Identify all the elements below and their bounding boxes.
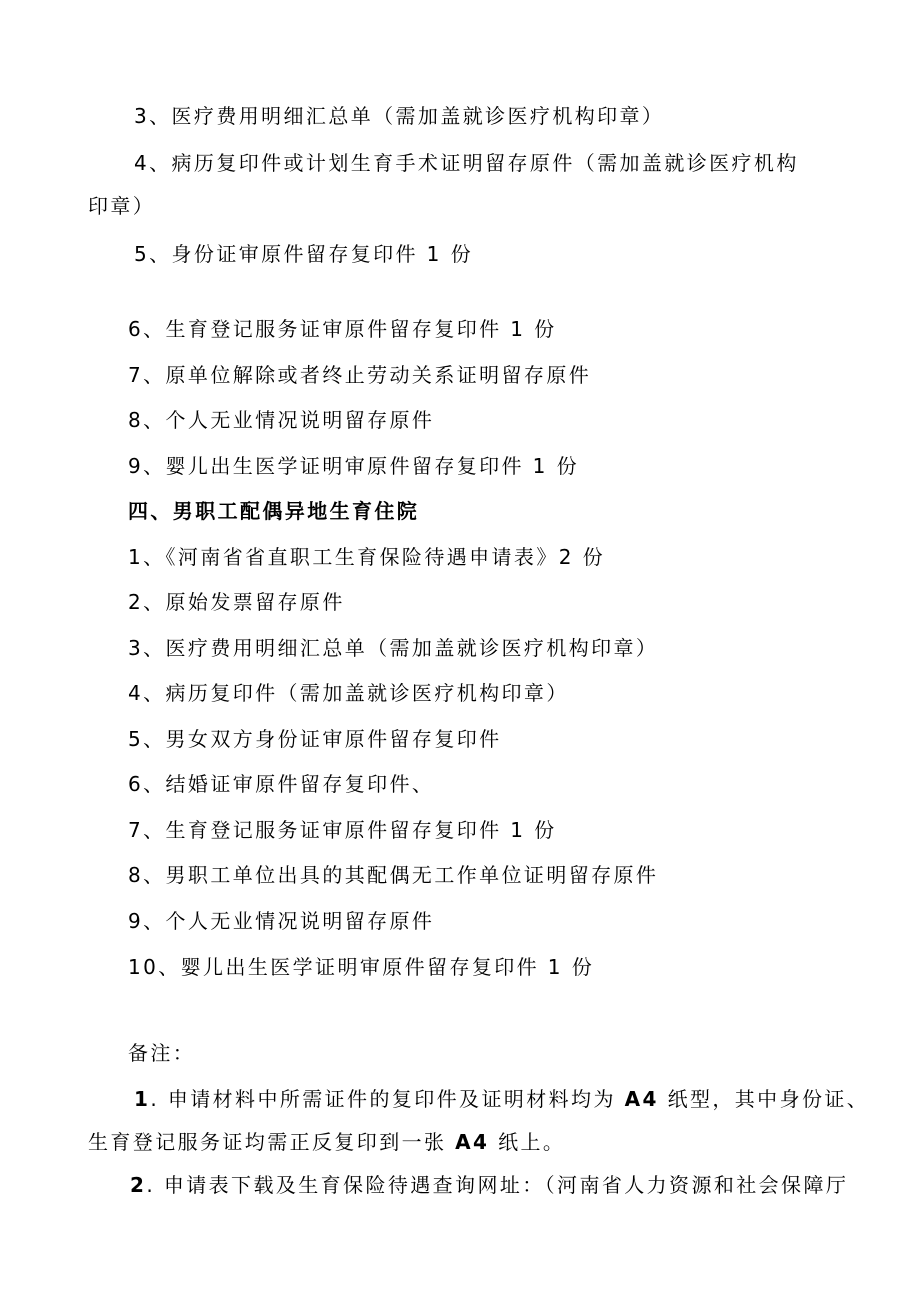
item-line: 6、结婚证审原件留存复印件、 (128, 772, 435, 796)
item-line: 8、个人无业情况说明留存原件 (128, 408, 435, 432)
item-line: 3、医疗费用明细汇总单（需加盖就诊医疗机构印章） (134, 104, 665, 128)
item-line: 5、身份证审原件留存复印件 1 份 (134, 242, 473, 266)
item-line: 2、原始发票留存原件 (128, 590, 345, 614)
note-1-line-2 (88, 1130, 565, 1154)
item-line: 10、婴儿出生医学证明审原件留存复印件 1 份 (128, 955, 595, 979)
item-line: 9、个人无业情况说明留存原件 (128, 909, 435, 933)
note-2-line-1 (130, 1173, 848, 1197)
note-1-text-d: 生育登记服务证均需正反复印到一张 (88, 1130, 456, 1154)
note-2-number: 2 (130, 1173, 147, 1197)
note-1-text-c: 纸型，其中身份证、 (658, 1087, 870, 1111)
item-line-continuation: 印章） (88, 194, 156, 218)
note-1-line-1 (134, 1087, 869, 1111)
note-1-paper-size: A4 (624, 1087, 659, 1111)
note-2-text: . 申请表下载及生育保险待遇查询网址：（河南省人力资源和社会保障厅 (146, 1173, 849, 1197)
note-1-text-e: 纸上。 (489, 1130, 566, 1154)
note-1-paper-size-2: A4 (455, 1130, 490, 1154)
item-line: 5、男女双方身份证审原件留存复印件 (128, 727, 502, 751)
item-line: 4、病历复印件（需加盖就诊医疗机构印章） (128, 681, 569, 705)
item-line: 1、《河南省省直职工生育保险待遇申请表》2 份 (128, 545, 606, 569)
item-line: 7、原单位解除或者终止劳动关系证明留存原件 (128, 363, 592, 387)
item-line: 4、病历复印件或计划生育手术证明留存原件（需加盖就诊医疗机构 (134, 151, 799, 175)
item-line: 6、生育登记服务证审原件留存复印件 1 份 (128, 317, 557, 341)
note-1-text-a: . 申请材料中所需证件的复印件及证明材料均为 (150, 1087, 625, 1111)
notes-label: 备注： (128, 1041, 196, 1065)
item-line: 8、男职工单位出具的其配偶无工作单位证明留存原件 (128, 863, 659, 887)
item-line: 3、医疗费用明细汇总单（需加盖就诊医疗机构印章） (128, 636, 659, 660)
item-line: 7、生育登记服务证审原件留存复印件 1 份 (128, 818, 557, 842)
item-line: 9、婴儿出生医学证明审原件留存复印件 1 份 (128, 454, 579, 478)
section-heading: 四、男职工配偶异地生育住院 (128, 499, 420, 523)
note-1-number: 1 (134, 1087, 151, 1111)
